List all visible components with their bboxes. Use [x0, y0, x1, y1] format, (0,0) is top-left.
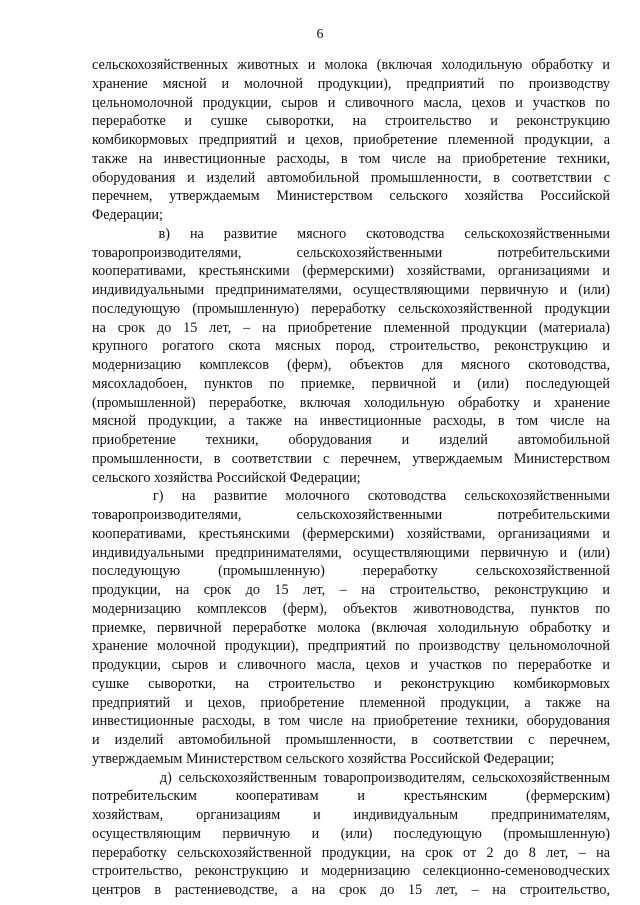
text-line: последующую (промышленную) переработку сельскохозяйственной: [92, 563, 610, 580]
document-body: [92, 56, 610, 900]
text-line: осуществляющим первичную и (или) последующую (промышленную): [92, 825, 610, 842]
text-line: также на инвестиционные расходы, в том числе на приобретение техники,: [92, 150, 610, 167]
text-line: д) сельскохозяйственным товаропроизводителям, сельскохозяйственным: [92, 769, 610, 786]
text-line: мясохладобоен, пунктов по приемке, первичной и (или) последующей: [92, 375, 610, 392]
text-line: на срок до 15 лет, – на приобретение племенной продукции (материала): [92, 319, 610, 336]
text-line: инвестиционные расходы, в том числе на приобретение техники, оборудования: [92, 713, 610, 730]
text-line: переработке и сушке сыворотки, на строительство и реконструкцию: [92, 113, 610, 130]
text-line: продукции, на срок до 15 лет, – на строительство, реконструкцию и: [92, 582, 610, 598]
text-line: последующую (промышленную) переработку сельскохозяйственной продукции: [92, 300, 610, 317]
text-line: приемке, первичной переработке молока (включая холодильную обработку и: [92, 619, 610, 636]
text-line: индивидуальными предпринимателями, осуществляющими первичную и (или): [92, 282, 610, 298]
text-line: товаропроизводителями, сельскохозяйственными потребительскими: [92, 507, 610, 523]
text-line: продукции, сыров и сливочного масла, цехов и участков по переработке и: [92, 657, 610, 673]
text-line: сельскохозяйственных животных и молока (включая холодильную обработку и: [92, 57, 610, 73]
text-line: индивидуальными предпринимателями, осуществляющими первичную и (или): [92, 544, 610, 561]
text-line: центров в растениеводстве, а на срок до 15 лет, – на строительство,: [92, 882, 610, 898]
text-line: комбикормовых предприятий и цехов, приобретение племенной продукции, а: [92, 132, 610, 148]
text-line: переработку сельскохозяйственной продукции, на срок от 2 до 8 лет, – на: [92, 844, 610, 861]
text-line: перечнем, утверждаемым Министерством сельского хозяйства Российской: [92, 188, 610, 205]
text-line: в) на развитие мясного скотоводства сельскохозяйственными: [92, 225, 610, 242]
text-line: сушке сыворотки, на строительство и реконструкцию комбикормовых: [92, 675, 610, 692]
text-line: цельномолочной продукции, сыров и сливочного масла, цехов и участков по: [92, 94, 610, 111]
text-line: хранение мясной и молочной продукции), предприятий по производству: [92, 75, 610, 92]
text-line: промышленности, в соответствии с перечнем, утверждаемым Министерством: [92, 450, 610, 467]
text-line: хранение молочной продукции), предприятий по производству цельномолочной: [92, 638, 610, 655]
text-line: мясной продукции, а также на инвестиционные расходы, в том числе на: [92, 413, 610, 430]
text-line: модернизацию комплексов (ферм), объектов для мясного скотоводства,: [92, 357, 610, 373]
text-line: (промышленной) переработке, включая холодильную обработку и хранение: [92, 394, 610, 411]
text-line: кооперативами, крестьянскими (фермерскими) хозяйствами, организациями и: [92, 525, 610, 542]
text-line: строительство, реконструкцию и модернизацию селекционно-семеноводческих: [92, 863, 610, 880]
text-line: сельского хозяйства Российской Федерации;: [92, 469, 361, 486]
text-line: приобретение техники, оборудования и изделий автомобильной: [92, 432, 610, 448]
text-line: товаропроизводителями, сельскохозяйственными потребительскими: [92, 244, 610, 261]
text-line: потребительским кооперативам и крестьянским (фермерским): [92, 788, 610, 805]
page-number: 6: [316, 27, 324, 42]
text-line: предприятий и цехов, приобретение племенной продукции, а также на: [92, 694, 610, 711]
paragraph: [92, 769, 610, 900]
text-line: хозяйствам, организациям и индивидуальным предпринимателям,: [92, 807, 610, 823]
text-line: Федерации;: [92, 207, 163, 223]
text-line: г) на развитие молочного скотоводства сельскохозяйственными: [92, 488, 610, 505]
text-line: утверждаемым Министерством сельского хозяйства Российской Федерации;: [92, 750, 555, 767]
paragraph: [92, 225, 610, 488]
paragraph: [92, 56, 610, 225]
text-line: модернизацию комплексов (ферм), объектов животноводства, пунктов по: [92, 600, 610, 617]
text-line: и изделий автомобильной промышленности, в соответствии с перечнем,: [92, 732, 610, 748]
paragraph: [92, 487, 610, 768]
text-line: кооперативами, крестьянскими (фермерскими) хозяйствами, организациями и: [92, 263, 610, 280]
text-line: оборудования и изделий автомобильной промышленности, в соответствии с: [92, 169, 610, 186]
text-line: крупного рогатого скота мясных пород, строительство, реконструкцию и: [92, 338, 610, 355]
